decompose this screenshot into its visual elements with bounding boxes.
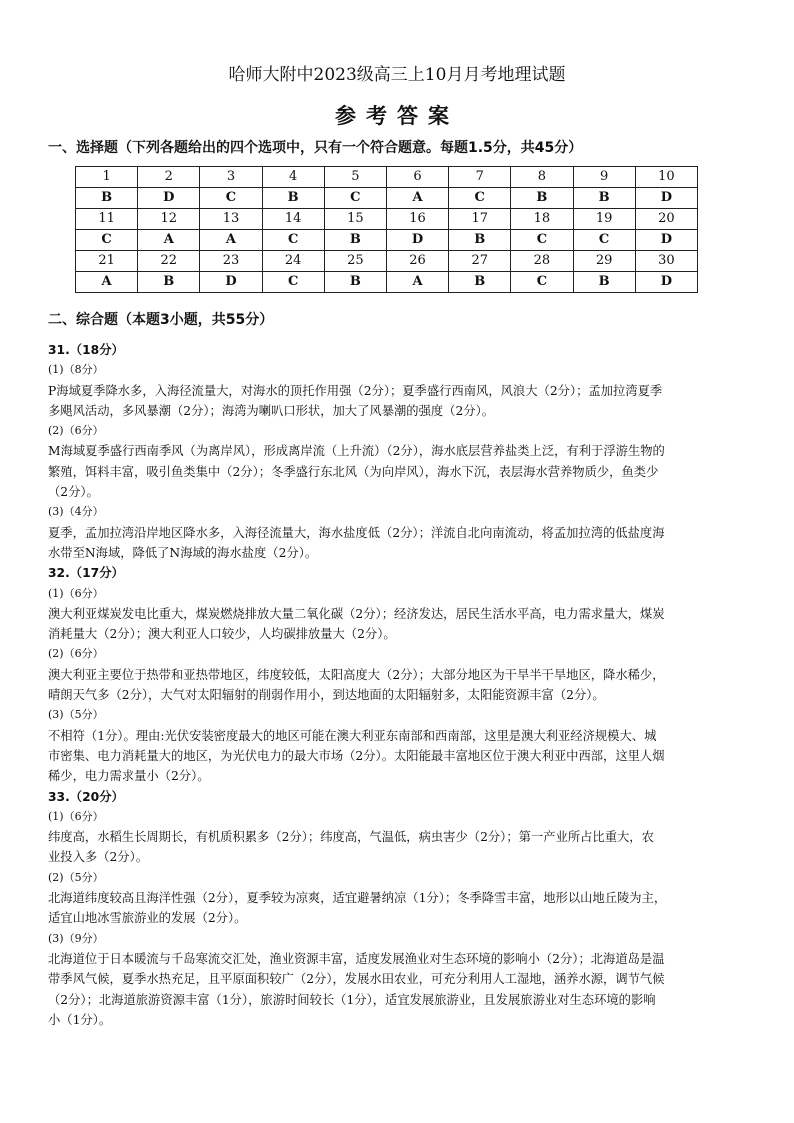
question-number-cell: 23 xyxy=(200,251,262,272)
question-number-cell: 18 xyxy=(511,209,573,230)
answer-cell: A xyxy=(386,188,448,209)
subquestion-label: (3)（5分） xyxy=(48,708,104,722)
document-title: 哈师大附中2023级高三上10月月考地理试题 xyxy=(228,65,566,85)
question-number-cell: 24 xyxy=(262,251,324,272)
answer-cell: C xyxy=(262,272,324,293)
answer-cell: A xyxy=(386,272,448,293)
answer-cell: B xyxy=(138,272,200,293)
answer-cell: D xyxy=(635,188,697,209)
answer-text-line: 澳大利亚煤炭发电比重大，煤炭燃烧排放大量二氧化碳（2分）；经济发达，居民生活水平高，电力需求量大，煤炭 xyxy=(48,606,665,621)
answer-text-line: 带季风气候，夏季水热充足，且平原面积较广（2分），发展水田农业，可充分利用人工湿地，涵养水源，调节气候 xyxy=(48,972,665,987)
answer-text-line: 多飓风活动，多风暴潮（2分）；海湾为喇叭口形状，加大了风暴潮的强度（2分）。 xyxy=(48,403,495,418)
answer-text-line: （2分）；北海道旅游资源丰富（1分），旅游时间较长（1分），适宜发展旅游业，且发展旅游业对生态环境的影响 xyxy=(48,992,656,1007)
answer-cell: A xyxy=(76,272,138,293)
answer-text-line: 小（1分）。 xyxy=(48,1012,112,1027)
document-subtitle: 参考答案 xyxy=(335,103,459,128)
answer-text-line: 纬度高，水稻生长周期长，有机质积累多（2分）；纬度高，气温低，病虫害少（2分）；第一产业所占比重大，农 xyxy=(48,830,654,845)
question-number-cell: 7 xyxy=(449,167,511,188)
answer-cell: C xyxy=(200,188,262,209)
subquestion-label: (2)（6分） xyxy=(48,647,104,661)
question-number-cell: 21 xyxy=(76,251,138,272)
answer-cell: C xyxy=(511,230,573,251)
answer-text-line: 市密集、电力消耗量大的地区，为光伏电力的最大市场（2分）。太阳能最丰富地区位于澳大利亚中西部，这里人烟 xyxy=(48,748,665,763)
answer-cell: D xyxy=(635,230,697,251)
question-number-cell: 12 xyxy=(138,209,200,230)
answer-text-line: 不相符（1分）。理由:光伏安装密度最大的地区可能在澳大利亚东南部和西南部，这里是澳大利亚经济规模大、城 xyxy=(48,728,657,743)
question-number-cell: 30 xyxy=(635,251,697,272)
answer-cell: C xyxy=(262,230,324,251)
answer-text-line: 晴朗天气多（2分），大气对太阳辐射的削弱作用小，到达地面的太阳辐射多，太阳能资源丰富（2分）。 xyxy=(48,688,605,703)
answer-cell: D xyxy=(138,188,200,209)
answer-text-line: P海域夏季降水多，入海径流量大，对海水的顶托作用强（2分）；夏季盛行西南风，风浪大（2分）；孟加拉湾夏季 xyxy=(48,383,663,398)
answer-cell: C xyxy=(76,230,138,251)
subquestion-label: (2)（5分） xyxy=(48,870,104,884)
answer-text-line: （2分）。 xyxy=(48,485,99,500)
answer-cell: C xyxy=(573,230,635,251)
question-number-cell: 6 xyxy=(386,167,448,188)
question-heading: 32.（17分） xyxy=(48,566,124,581)
question-number-cell: 28 xyxy=(511,251,573,272)
subquestion-label: (1)（6分） xyxy=(48,586,104,600)
answer-cell: B xyxy=(511,188,573,209)
section1-heading: 一、选择题（下列各题给出的四个选项中，只有一个符合题意。每题1.5分，共45分） xyxy=(48,140,583,156)
subquestion-label: (3)（9分） xyxy=(48,931,104,945)
question-number-cell: 5 xyxy=(324,167,386,188)
question-number-cell: 9 xyxy=(573,167,635,188)
question-number-cell: 17 xyxy=(449,209,511,230)
answer-row xyxy=(76,188,698,209)
question-number-cell: 25 xyxy=(324,251,386,272)
subquestion-label: (1)（6分） xyxy=(48,809,104,823)
answer-text-line: 水带至N海域，降低了N海域的海水盐度（2分）。 xyxy=(48,545,318,560)
question-number-cell: 2 xyxy=(138,167,200,188)
answer-cell: B xyxy=(449,272,511,293)
answer-table xyxy=(75,166,698,293)
question-number-cell: 3 xyxy=(200,167,262,188)
answer-text-line: 北海道纬度较高且海洋性强（2分），夏季较为凉爽，适宜避暑纳凉（1分）；冬季降雪丰富，地形以山地丘陵为主， xyxy=(48,891,667,906)
question-heading: 33.（20分） xyxy=(48,789,124,804)
question-number-cell: 14 xyxy=(262,209,324,230)
question-number-cell: 10 xyxy=(635,167,697,188)
question-number-cell: 11 xyxy=(76,209,138,230)
question-number-cell: 15 xyxy=(324,209,386,230)
question-number-row xyxy=(76,209,698,230)
subquestion-label: (3)（4分） xyxy=(48,505,104,519)
question-heading: 31.（18分） xyxy=(48,343,124,357)
answer-row xyxy=(76,230,698,251)
answer-cell: C xyxy=(324,188,386,209)
answer-row xyxy=(76,272,698,293)
answer-text-line: 繁殖，饵料丰富，吸引鱼类集中（2分）；冬季盛行东北风（为向岸风），海水下沉，表层海水营养物质少，鱼类少 xyxy=(48,464,659,479)
question-number-row xyxy=(76,167,698,188)
answer-text-line: M海域夏季盛行西南季风（为离岸风），形成离岸流（上升流）（2分），海水底层营养盐类上泛，有利于浮游生物的 xyxy=(48,444,665,459)
answer-cell: D xyxy=(200,272,262,293)
answer-cell: A xyxy=(138,230,200,251)
answer-text-line: 澳大利亚主要位于热带和亚热带地区，纬度较低，太阳高度大（2分）；大部分地区为干旱半干旱地区，降水稀少， xyxy=(48,667,665,682)
question-number-cell: 27 xyxy=(449,251,511,272)
answer-text-line: 消耗量大（2分）；澳大利亚人口较少，人均碳排放量大（2分）。 xyxy=(48,627,396,642)
question-number-cell: 13 xyxy=(200,209,262,230)
answer-text-line: 北海道位于日本暖流与千岛寒流交汇处，渔业资源丰富，适度发展渔业对生态环境的影响小（2分）；北海道岛是温 xyxy=(48,951,665,966)
question-number-cell: 4 xyxy=(262,167,324,188)
answer-cell: D xyxy=(386,230,448,251)
question-number-cell: 19 xyxy=(573,209,635,230)
answer-cell: B xyxy=(573,272,635,293)
answer-text-line: 夏季，孟加拉湾沿岸地区降水多，入海径流量大，海水盐度低（2分）；洋流自北向南流动，将孟加拉湾的低盐度海 xyxy=(48,525,665,540)
answer-text-line: 业投入多（2分）。 xyxy=(48,850,149,865)
answer-text-line: 稀少，电力需求量小（2分）。 xyxy=(48,769,210,784)
answer-text-line: 适宜山地冰雪旅游业的发展（2分）。 xyxy=(48,911,247,926)
question-number-cell: 16 xyxy=(386,209,448,230)
answer-cell: B xyxy=(262,188,324,209)
question-number-cell: 22 xyxy=(138,251,200,272)
answer-cell: C xyxy=(511,272,573,293)
answer-content xyxy=(48,340,748,1030)
question-number-cell: 1 xyxy=(76,167,138,188)
subquestion-label: (1)（8分） xyxy=(48,363,104,377)
answer-cell: B xyxy=(573,188,635,209)
answer-cell: A xyxy=(200,230,262,251)
answer-cell: B xyxy=(76,188,138,209)
answer-cell: B xyxy=(324,230,386,251)
answer-cell: B xyxy=(449,230,511,251)
question-number-row xyxy=(76,251,698,272)
answer-cell: C xyxy=(449,188,511,209)
subquestion-label: (2)（6分） xyxy=(48,424,104,438)
question-number-cell: 20 xyxy=(635,209,697,230)
answer-cell: B xyxy=(324,272,386,293)
section2-heading: 二、综合题（本题3小题，共55分） xyxy=(48,312,274,328)
question-number-cell: 29 xyxy=(573,251,635,272)
answer-cell: D xyxy=(635,272,697,293)
question-number-cell: 26 xyxy=(386,251,448,272)
question-number-cell: 8 xyxy=(511,167,573,188)
